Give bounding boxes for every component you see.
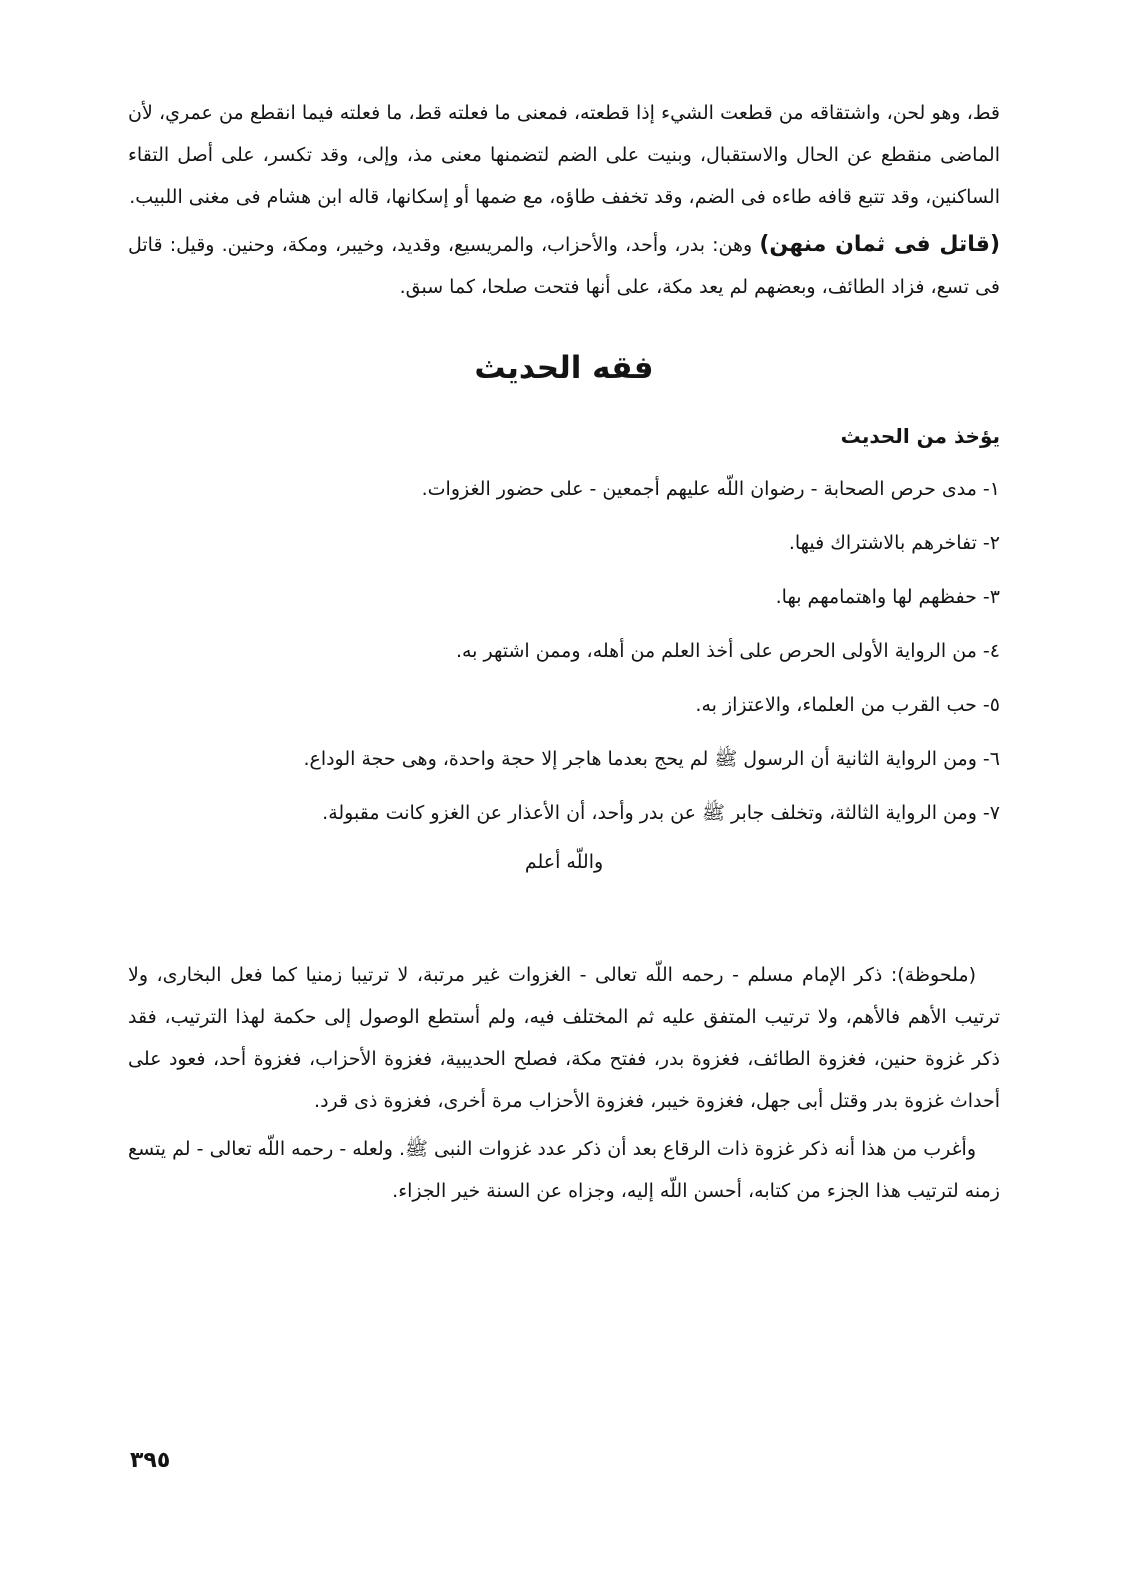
note-block [128,954,1000,1212]
list-item: ٤- من الرواية الأولى الحرص على أخذ العلم من أهله، وممن اشتهر به. [455,640,1000,662]
top-paragraph: قط، وهو لحن، واشتقاقه من قطعت الشيء إذا قطعته، فمعنى ما فعلته قط، ما فعلته فيما انقطع من عمري، لأن الماضى منقطع عن الحال والاستقبال، وبنيت على الضم لتضمنها معنى مذ، وإلى، وقد تكسر، على أصل التقاء الساكنين، وقد تتبع قافه طاءه فى الضم، وقد تخفف طاؤه، مع ضمها أو إسكانها، قاله ابن هشام فى مغنى اللبيب. [128,102,1000,208]
note-paragraph: (ملحوظة): ذكر الإمام مسلم - رحمه اللّه تعالى - الغزوات غير مرتبة، لا ترتيبا زمنيا كما فعل البخارى، ولا ترتيب الأهم فالأهم، ولا ترتيب المتفق عليه ثم المختلف فيه، ولم أستطع الوصول إلى حكمة لهذا الترتيب، فقد ذكر غزوة حنين، فغزوة الطائف، فغزوة بدر، ففتح مكة، فصلح الحديبية، فغزوة الأحزاب، فغزوة أحد، فعود على أحداث غزوة بدر وقتل أبى جهل، فغزوة خيبر، فغزوة الأحزاب مرة أخرى، فغزوة ذى قرد. [128,964,1000,1112]
list-item: ٧- ومن الرواية الثالثة، وتخلف جابر ﷺ عن بدر وأحد، أن الأعذار عن الغزو كانت مقبولة. [322,802,1000,824]
subheading: يؤخذ من الحديث [840,424,1000,448]
page-number: ٣٩٥ [130,1448,171,1473]
points-list [128,462,1000,840]
list-item: ٦- ومن الرواية الثانية أن الرسول ﷺ لم يحج بعدما هاجر إلا حجة واحدة، وهى حجة الوداع. [303,748,1000,770]
second-paragraph-bold-lead: (قاتل فى ثمان منهن) [759,232,1000,257]
final-paragraph: وأغرب من هذا أنه ذكر غزوة ذات الرقاع بعد أن ذكر عدد غزوات النبى ﷺ. ولعله - رحمه اللّه تعالى - لم يتسع زمنه لترتيب هذا الجزء من كتابه، أحسن اللّه إليه، وجزاه عن السنة خير الجزاء. [128,1138,1000,1202]
list-item: ٣- حفظهم لها واهتمامهم بها. [775,586,1000,608]
list-item: ٥- حب القرب من العلماء، والاعتزاز به. [695,694,1000,716]
list-item: ١- مدى حرص الصحابة - رضوان اللّه عليهم أجمعين - على حضور الغزوات. [421,478,1000,500]
list-item: ٢- تفاخرهم بالاشتراك فيها. [788,532,1000,554]
second-paragraph [128,224,1000,308]
page-body [128,92,1000,1212]
second-paragraph-text: وهن: بدر، وأحد، والأحزاب، والمريسيع، وقديد، وخيبر، ومكة، وحنين. وقيل: قاتل فى تسع، فزاد الطائف، وبعضهم لم يعد مكة، على أنها فتحت صلحا، كما سبق. [128,234,1000,298]
closing-phrase: واللّه أعلم [524,851,604,873]
section-heading: فقه الحديث [474,350,654,386]
